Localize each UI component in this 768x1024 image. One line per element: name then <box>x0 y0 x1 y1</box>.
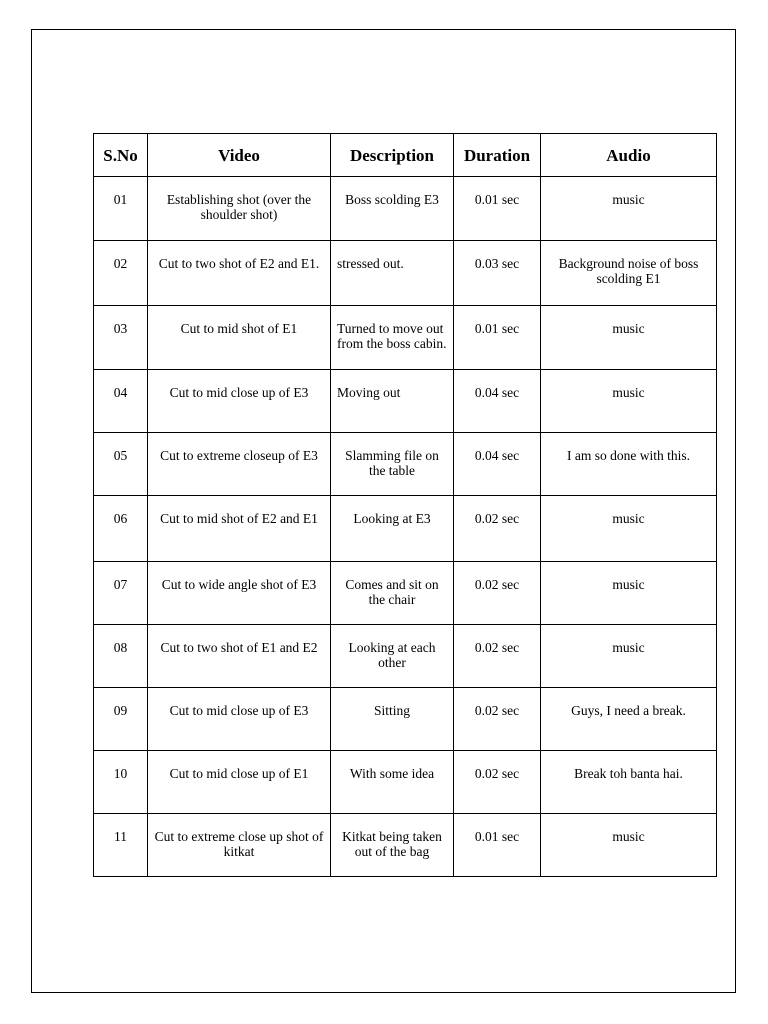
header-audio: Audio <box>541 134 717 177</box>
cell-duration: 0.01 sec <box>454 177 541 241</box>
cell-duration: 0.02 sec <box>454 625 541 688</box>
cell-audio: Background noise of boss scolding E1 <box>541 241 717 306</box>
cell-video: Cut to mid close up of E1 <box>148 751 331 814</box>
table-row <box>94 433 717 496</box>
cell-duration: 0.02 sec <box>454 751 541 814</box>
cell-video: Cut to two shot of E2 and E1. <box>148 241 331 306</box>
cell-audio: I am so done with this. <box>541 433 717 496</box>
cell-sno: 04 <box>94 370 148 433</box>
cell-video: Cut to extreme closeup of E3 <box>148 433 331 496</box>
table-row <box>94 370 717 433</box>
table-row <box>94 751 717 814</box>
header-video: Video <box>148 134 331 177</box>
cell-description: Sitting <box>331 688 454 751</box>
cell-description: Moving out <box>331 370 454 433</box>
table-row <box>94 241 717 306</box>
cell-sno: 09 <box>94 688 148 751</box>
header-row <box>94 134 717 177</box>
cell-sno: 10 <box>94 751 148 814</box>
cell-video: Cut to extreme close up shot of kitkat <box>148 814 331 877</box>
table-row <box>94 496 717 562</box>
cell-description: Comes and sit on the chair <box>331 562 454 625</box>
table-row <box>94 562 717 625</box>
cell-duration: 0.04 sec <box>454 370 541 433</box>
cell-duration: 0.01 sec <box>454 814 541 877</box>
cell-duration: 0.01 sec <box>454 306 541 370</box>
cell-description: With some idea <box>331 751 454 814</box>
header-sno: S.No <box>94 134 148 177</box>
cell-sno: 01 <box>94 177 148 241</box>
cell-video: Establishing shot (over the shoulder shot) <box>148 177 331 241</box>
cell-video: Cut to two shot of E1 and E2 <box>148 625 331 688</box>
storyboard-table <box>93 133 717 877</box>
cell-audio: music <box>541 562 717 625</box>
cell-audio: music <box>541 370 717 433</box>
cell-sno: 02 <box>94 241 148 306</box>
cell-description: Kitkat being taken out of the bag <box>331 814 454 877</box>
cell-audio: Guys, I need a break. <box>541 688 717 751</box>
cell-audio: Break toh banta hai. <box>541 751 717 814</box>
header-description: Description <box>331 134 454 177</box>
header-duration: Duration <box>454 134 541 177</box>
cell-video: Cut to mid close up of E3 <box>148 688 331 751</box>
cell-audio: music <box>541 177 717 241</box>
table-row <box>94 625 717 688</box>
cell-description: Looking at E3 <box>331 496 454 562</box>
cell-audio: music <box>541 625 717 688</box>
cell-audio: music <box>541 496 717 562</box>
cell-duration: 0.02 sec <box>454 562 541 625</box>
cell-duration: 0.02 sec <box>454 496 541 562</box>
cell-audio: music <box>541 306 717 370</box>
cell-video: Cut to mid shot of E2 and E1 <box>148 496 331 562</box>
cell-description: Slamming file on the table <box>331 433 454 496</box>
cell-duration: 0.04 sec <box>454 433 541 496</box>
cell-sno: 07 <box>94 562 148 625</box>
table-row <box>94 177 717 241</box>
cell-sno: 11 <box>94 814 148 877</box>
cell-duration: 0.03 sec <box>454 241 541 306</box>
table-row <box>94 688 717 751</box>
cell-sno: 08 <box>94 625 148 688</box>
cell-description: Looking at each other <box>331 625 454 688</box>
cell-description: stressed out. <box>331 241 454 306</box>
table-row <box>94 814 717 877</box>
cell-sno: 05 <box>94 433 148 496</box>
cell-duration: 0.02 sec <box>454 688 541 751</box>
cell-video: Cut to wide angle shot of E3 <box>148 562 331 625</box>
cell-description: Turned to move out from the boss cabin. <box>331 306 454 370</box>
cell-audio: music <box>541 814 717 877</box>
cell-sno: 03 <box>94 306 148 370</box>
cell-video: Cut to mid shot of E1 <box>148 306 331 370</box>
table-row <box>94 306 717 370</box>
cell-sno: 06 <box>94 496 148 562</box>
cell-description: Boss scolding E3 <box>331 177 454 241</box>
cell-video: Cut to mid close up of E3 <box>148 370 331 433</box>
